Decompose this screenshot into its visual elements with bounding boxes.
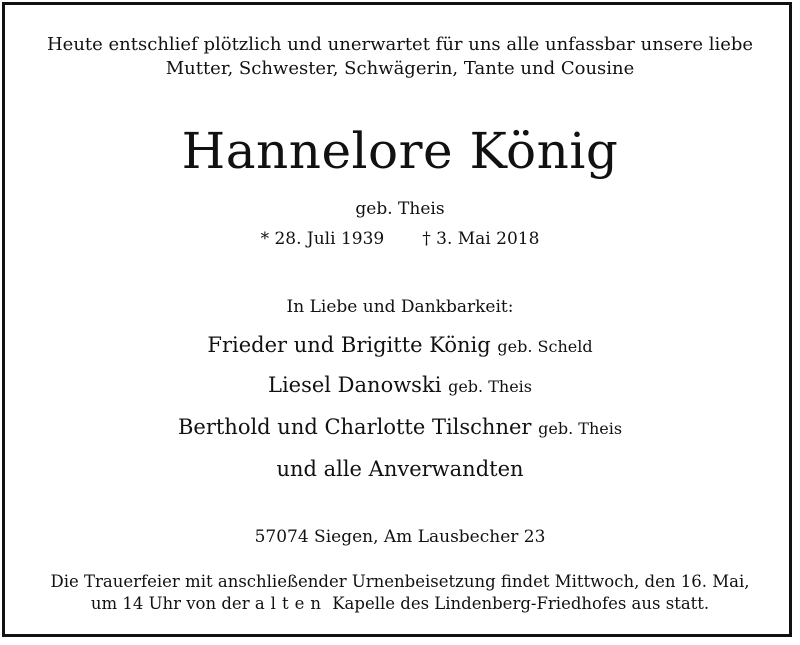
spaced-word: alten [254, 594, 327, 613]
intro-line-2: Mutter, Schwester, Schwägerin, Tante und Cousine [165, 58, 635, 79]
birth-date: * 28. Juli 1939 [260, 229, 385, 249]
mourner-birth-name: geb. Theis [448, 377, 532, 396]
service-line-2: um 14 Uhr von der alten Kapelle des Lindenberg-Friedhofes aus statt. [90, 594, 710, 613]
mourner-entry [0, 373, 800, 397]
death-date: † 3. Mai 2018 [422, 229, 540, 249]
mourner-name: Liesel Danowski [268, 373, 442, 397]
intro-line-1: Heute entschlief plötzlich und unerwartet für uns alle unfassbar unsere liebe [46, 34, 754, 55]
mourner-birth-name: geb. Scheld [497, 337, 593, 356]
life-dates [0, 229, 800, 249]
birth-name: geb. Theis [355, 199, 445, 219]
mourner-entry [0, 333, 800, 357]
mourner-birth-name: geb. Theis [538, 419, 623, 438]
deceased-name: Hannelore König [181, 122, 619, 180]
mourner-entry [0, 457, 800, 481]
service-line-1: Die Trauerfeier mit anschließender Urnenbeisetzung findet Mittwoch, den 16. Mai, [50, 572, 750, 591]
mourners-heading: In Liebe und Dankbarkeit: [286, 297, 514, 317]
mourner-name: Berthold und Charlotte Tilschner [177, 415, 532, 439]
family-address: 57074 Siegen, Am Lausbecher 23 [254, 527, 546, 547]
mourner-entry [0, 415, 800, 439]
mourner-name: und alle Anverwandten [276, 457, 524, 481]
mourner-name: Frieder und Brigitte König [207, 333, 491, 357]
